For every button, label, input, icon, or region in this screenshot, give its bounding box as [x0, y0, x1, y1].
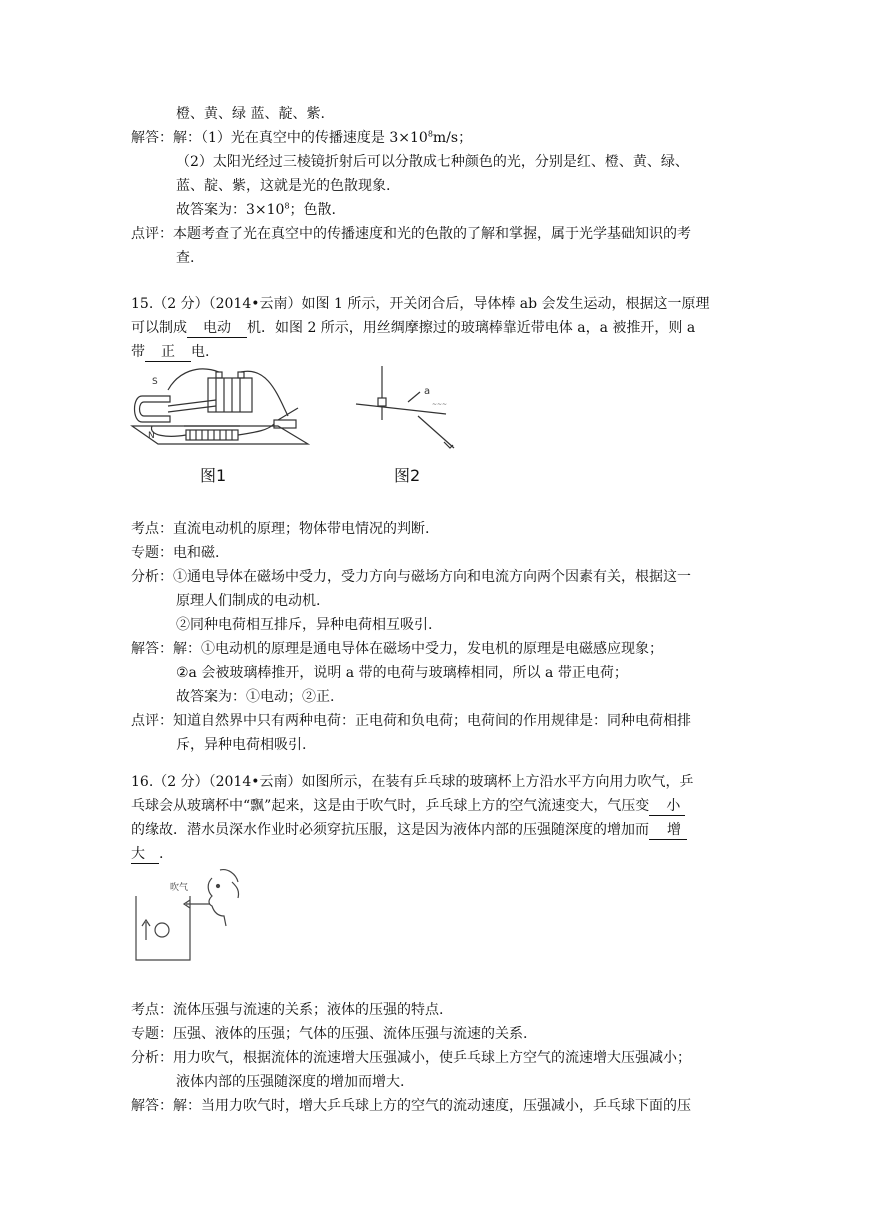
q16-text: 乓球会从玻璃杯中“飘”起来，这是由于吹气时，乒乓球上方的空气流速变大，气压变: [131, 798, 650, 814]
q15-dianping-text-2: 斥，异种电荷相吸引.: [176, 737, 307, 753]
q16-zhuanti: [131, 1024, 527, 1044]
fig2-small-label: ~~~: [432, 401, 448, 408]
fill-text-a: 故答案为：3×10: [176, 202, 285, 218]
answer-label: 解答：: [131, 130, 173, 146]
jieda-text-1: 解：①电动机的原理是通电导体在磁场中受力，发电机的原理是电磁感应现象；: [173, 641, 663, 657]
q16-stem-1: 16.（2 分）（2014•云南）如图所示，在装有乒乓球的玻璃杯上方沿水平方向用力吹气，乒: [131, 774, 694, 790]
kaodian-label: 考点：: [131, 521, 173, 537]
q16-fenxi: [131, 1048, 691, 1068]
kaodian-label: 考点：: [131, 1002, 173, 1018]
q15-jieda-text-3: 故答案为：①电动；②正.: [176, 689, 335, 705]
zhuanti-text: 电和磁.: [173, 545, 220, 561]
jieda-text-1: 解：当用力吹气时，增大乒乓球上方的空气的流动速度，压强减小，乒乓球下面的压: [173, 1098, 691, 1114]
q15-stem-3: [131, 342, 209, 362]
answer-text-2a: （2）太阳光经过三棱镜折射后可以分散成七种颜色的光，分别是红、橙、黄、绿、: [176, 154, 689, 170]
dianping-label: 点评：: [131, 713, 173, 729]
fenxi-text-1: ①通电导体在磁场中受力，受力方向与磁场方向和电流方向两个因素有关，根据这一: [173, 569, 691, 585]
q15-stem-1: 15.（2 分）（2014•云南）如图 1 所示，开关闭合后，导体棒 ab 会发生运动，根据这一原理: [131, 296, 710, 312]
q16-stem-2: [131, 796, 685, 816]
jieda-label: 解答：: [131, 641, 173, 657]
q15-text: 电.: [191, 344, 210, 360]
fig1-label-n: N: [148, 431, 155, 441]
figure-1-caption: 图1: [200, 466, 227, 485]
q15-zhuanti: [131, 543, 219, 563]
q16-text: 的缘故．潜水员深水作业时必须穿抗压服，这是因为液体内部的压强随深度的增加而: [131, 822, 649, 838]
exponent: 8: [284, 201, 290, 211]
q16-stem-3: [131, 820, 687, 840]
comment-text-1: 本题考查了光在真空中的传播速度和光的色散的了解和掌握，属于光学基础知识的考: [173, 226, 691, 242]
q15-blank-answer-2: 正: [145, 343, 191, 362]
dianping-text-1: 知道自然界中只有两种电荷：正电荷和负电荷；电荷间的作用规律是：同种电荷相排: [173, 713, 691, 729]
comment-section: [131, 224, 691, 244]
fenxi-label: 分析：: [131, 1050, 173, 1066]
figure-2-caption: 图2: [394, 466, 421, 485]
kaodian-text: 流体压强与流速的关系；液体的压强的特点.: [173, 1002, 444, 1018]
jieda-label: 解答：: [131, 1098, 173, 1114]
q15-kaodian: [131, 519, 429, 539]
q15-fenxi: [131, 567, 691, 587]
q15-fenxi-text-3: ②同种电荷相互排斥，异种电荷相互吸引.: [176, 617, 433, 633]
kaodian-text: 直流电动机的原理；物体带电情况的判断.: [173, 521, 430, 537]
q16-jieda: [131, 1096, 691, 1116]
q15-dianping: [131, 711, 691, 731]
fig2-label-a: a: [424, 386, 431, 397]
q16-text: .: [159, 846, 164, 862]
figure-2-charged-rod: [348, 364, 468, 460]
fill-text-b: ；色散.: [289, 202, 336, 218]
q15-blank-answer-1: 电动: [187, 319, 247, 338]
answer-text-2b: 蓝、靛、紫，这就是光的色散现象.: [176, 178, 391, 194]
fenxi-text-1: 用力吹气，根据流体的流速增大压强减小，使乒乓球上方空气的流速增大压强减小；: [173, 1050, 691, 1066]
q15-text: 机．如图 2 所示，用丝绸摩擦过的玻璃棒靠近带电体 a，a 被推开，则 a: [247, 320, 696, 336]
fig-label-blow: 吹气: [170, 883, 189, 893]
answer-section: [131, 128, 472, 148]
q16-blank-answer-2b: 大: [131, 845, 159, 864]
answer-text-1b: m/s；: [432, 130, 473, 146]
q15-stem-2: [131, 318, 695, 338]
answer-text-1a: 解：（1）光在真空中的传播速度是 3×10: [173, 130, 428, 146]
figure-1-motor-circuit: [128, 366, 318, 458]
comment-text-2: 查.: [176, 250, 195, 266]
answer-fill: [176, 200, 336, 220]
fenxi-label: 分析：: [131, 569, 173, 585]
q15-text: 带: [131, 344, 145, 360]
figure-cup-blowing: [128, 868, 248, 968]
zhuanti-label: 专题：: [131, 1026, 173, 1042]
q16-kaodian: [131, 1000, 443, 1020]
exponent: 8: [427, 129, 433, 139]
prev-answer-line: 橙、黄、绿 蓝、靛、紫.: [176, 106, 325, 122]
q15-jieda: [131, 639, 663, 659]
fig1-label-s: S: [152, 377, 158, 387]
q16-stem-4: [131, 844, 163, 864]
comment-label: 点评：: [131, 226, 173, 242]
q15-fenxi-text-2: 原理人们制成的电动机.: [176, 593, 321, 609]
q16-blank-answer-1: 小: [649, 797, 685, 816]
q16-fenxi-text-2: 液体内部的压强随深度的增加而增大.: [176, 1074, 405, 1090]
q15-jieda-text-2: ②a 会被玻璃棒推开，说明 a 带的电荷与玻璃棒相同，所以 a 带正电荷；: [176, 665, 628, 681]
q16-blank-answer-2a: 增: [649, 821, 687, 840]
q15-text: 可以制成: [131, 320, 187, 336]
zhuanti-label: 专题：: [131, 545, 173, 561]
zhuanti-text: 压强、液体的压强；气体的压强、流体压强与流速的关系.: [173, 1026, 528, 1042]
